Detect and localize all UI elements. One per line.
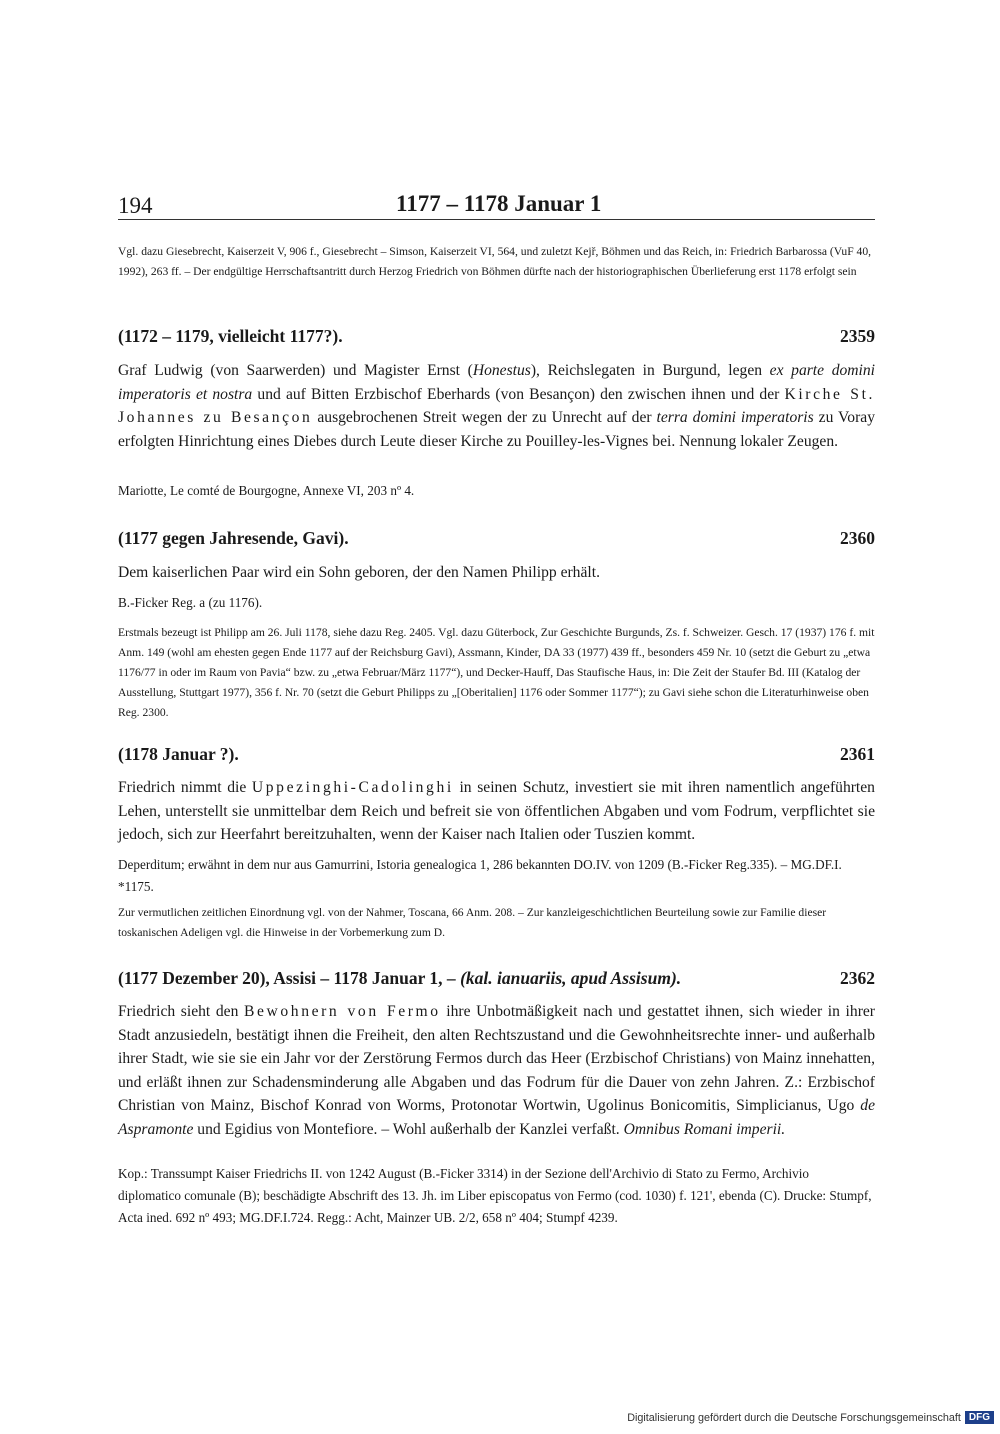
entry-2362-heading: (1177 Dezember 20), Assisi – 1178 Januar 1, – (kal. ianuariis, apud Assisum). — [118, 968, 682, 988]
entry-2359-body: Graf Ludwig (von Saarwerden) und Magister Ernst (Honestus), Reichslegaten in Burgund, legen ex parte domini imperatoris et nostra und auf Bitten Erzbischof Eberhards (von Besançon) den zwischen ihnen und der Kirche St. Johannes zu Besançon ausgebrochenen Streit wegen der zu Unrecht auf der terra domini imperatoris zu Voray erfolgten Hinrichtung eines Diebes durch Leute dieser Kirche zu Pouilley-les-Vignes bei. Nennung lokaler Zeugen. — [118, 362, 876, 450]
entry-2362-body: Friedrich sieht den Bewohnern von Fermo ihre Unbotmäßigkeit nach und gestattet ihnen, sich wieder in ihrer Stadt anzusiedeln, bestätigt ihnen die Freiheit, den alten Rechtszustand und die Gewohnheitsrechte inner- und außerhalb ihrer Stadt, wie sie sie ein Jahr vor der Zerstörung Fermos durch das Heer (Erzbischof Christians) von Mainz innehatten, und erläßt ihnen zur Schadensminderung alle Abgaben und das Fodrum für die Dauer von zehn Jahren. Z.: Erzbischof Christian von Mainz, Bischof Konrad von Worms, Protonotar Wortwin, Ugolinus Bonicomitis, Simplicianus, Ugo de Aspramonte und Egidius von Montefiore. – Wohl außerhalb der Kanzlei verfaßt. Omnibus Romani imperii. — [118, 1003, 875, 1138]
running-head: 1177 – 1178 Januar 1 — [396, 191, 602, 216]
entry-2359-number: 2359 — [840, 326, 875, 346]
entry-2360-body: Dem kaiserlichen Paar wird ein Sohn geboren, der den Namen Philipp erhält. — [118, 564, 600, 581]
entry-2359-heading: (1172 – 1179, vielleicht 1177?). — [118, 326, 343, 346]
entry-2361-heading: (1178 Januar ?). — [118, 744, 239, 764]
entry-2362-number: 2362 — [840, 968, 875, 988]
entry-2360-heading: (1177 gegen Jahresende, Gavi). — [118, 528, 349, 548]
entry-2361-body: Friedrich nimmt die Uppezinghi-Cadolinghi in seinen Schutz, investiert sie mit ihren namentlich angeführten Lehen, unterstellt sie unmittelbar dem Reich und befreit sie von öffentlichen Abgaben und vom Fodrum, verpflichtet sie jedoch, sich zur Heerfahrt bereitzuhalten, wenn der Kaiser nach Italien oder Tuszien kommt. — [118, 779, 875, 843]
entry-2360-note: Erstmals bezeugt ist Philipp am 26. Juli 1178, siehe dazu Reg. 2405. Vgl. dazu Güterbock, Zur Geschichte Burgunds, Zs. f. Schweizer. Gesch. 17 (1937) 176 f. mit Anm. 149 (wohl am ehesten gegen Ende 1177 auf der Reichsburg Gavi), Assmann, Kinder, DA 33 (1977) 439 ff., besonders 459 Nr. 10 (setzt die Geburt zu „etwa 1176/77 in oder im Raum von Pavia“ bzw. zu „etwa Februar/März 1177“), und Decker-Hauff, Das Staufische Haus, in: Die Zeit der Staufer Bd. III (Katalog der Ausstellung, Stuttgart 1977), 356 f. Nr. 70 (setzt die Geburt Philipps zu „[Oberitalien] 1176 oder Sommer 1177“); zu Gavi siehe schon die Literaturhinweise oben Reg. 2300. — [118, 626, 875, 719]
entry-2361-number: 2361 — [840, 744, 875, 764]
entry-2359-source: Mariotte, Le comté de Bourgogne, Annexe VI, 203 nº 4. — [118, 483, 415, 498]
entry-2361-note: Zur vermutlichen zeitlichen Einordnung vgl. von der Nahmer, Toscana, 66 Anm. 208. – Zur kanzleigeschichtlichen Beurteilung sowie zur Familie dieser toskanischen Adeligen vgl. die Hinweise in der Vorbemerkung zum D. — [118, 906, 827, 939]
dfg-logo: DFG — [965, 1411, 994, 1424]
entry-2362-source: Kop.: Transsumpt Kaiser Friedrichs II. von 1242 August (B.-Ficker 3314) in der Sezione dell'Archivio di Stato zu Fermo, Archivio diplomatico comunale (B); beschädigte Abschrift des 13. Jh. im Liber episcopatus von Fermo (cod. 1030) f. 121', ebenda (C). Drucke: Stumpf, Acta ined. 692 nº 493; MG.DF.I.724. Regg.: Acht, Mainzer UB. 2/2, 658 nº 404; Stumpf 4239. — [118, 1166, 872, 1225]
header-rule — [118, 219, 875, 220]
page-number: 194 — [118, 193, 153, 218]
entry-2361-source: Deperditum; erwähnt in dem nur aus Gamurrini, Istoria genealogica 1, 286 bekannten DO.IV. von 1209 (B.-Ficker Reg.335). – MG.DF.I. *1175. — [118, 857, 842, 894]
footer-text: Digitalisierung gefördert durch die Deutsche Forschungsgemeinschaft — [627, 1411, 961, 1424]
entry-2360-source: B.-Ficker Reg. a (zu 1176). — [118, 595, 263, 610]
preface-note: Vgl. dazu Giesebrecht, Kaiserzeit V, 906 f., Giesebrecht – Simson, Kaiserzeit VI, 564, und zuletzt Kejř, Böhmen und das Reich, in: Friedrich Barbarossa (VuF 40, 1992), 263 ff. – Der endgültige Herrschaftsantritt durch Herzog Friedrich von Böhmen dürfte nach der historiographischen Überlieferung erst 1178 erfolgt sein — [118, 245, 872, 278]
entry-2360-number: 2360 — [840, 528, 875, 548]
footer — [627, 1411, 1000, 1424]
